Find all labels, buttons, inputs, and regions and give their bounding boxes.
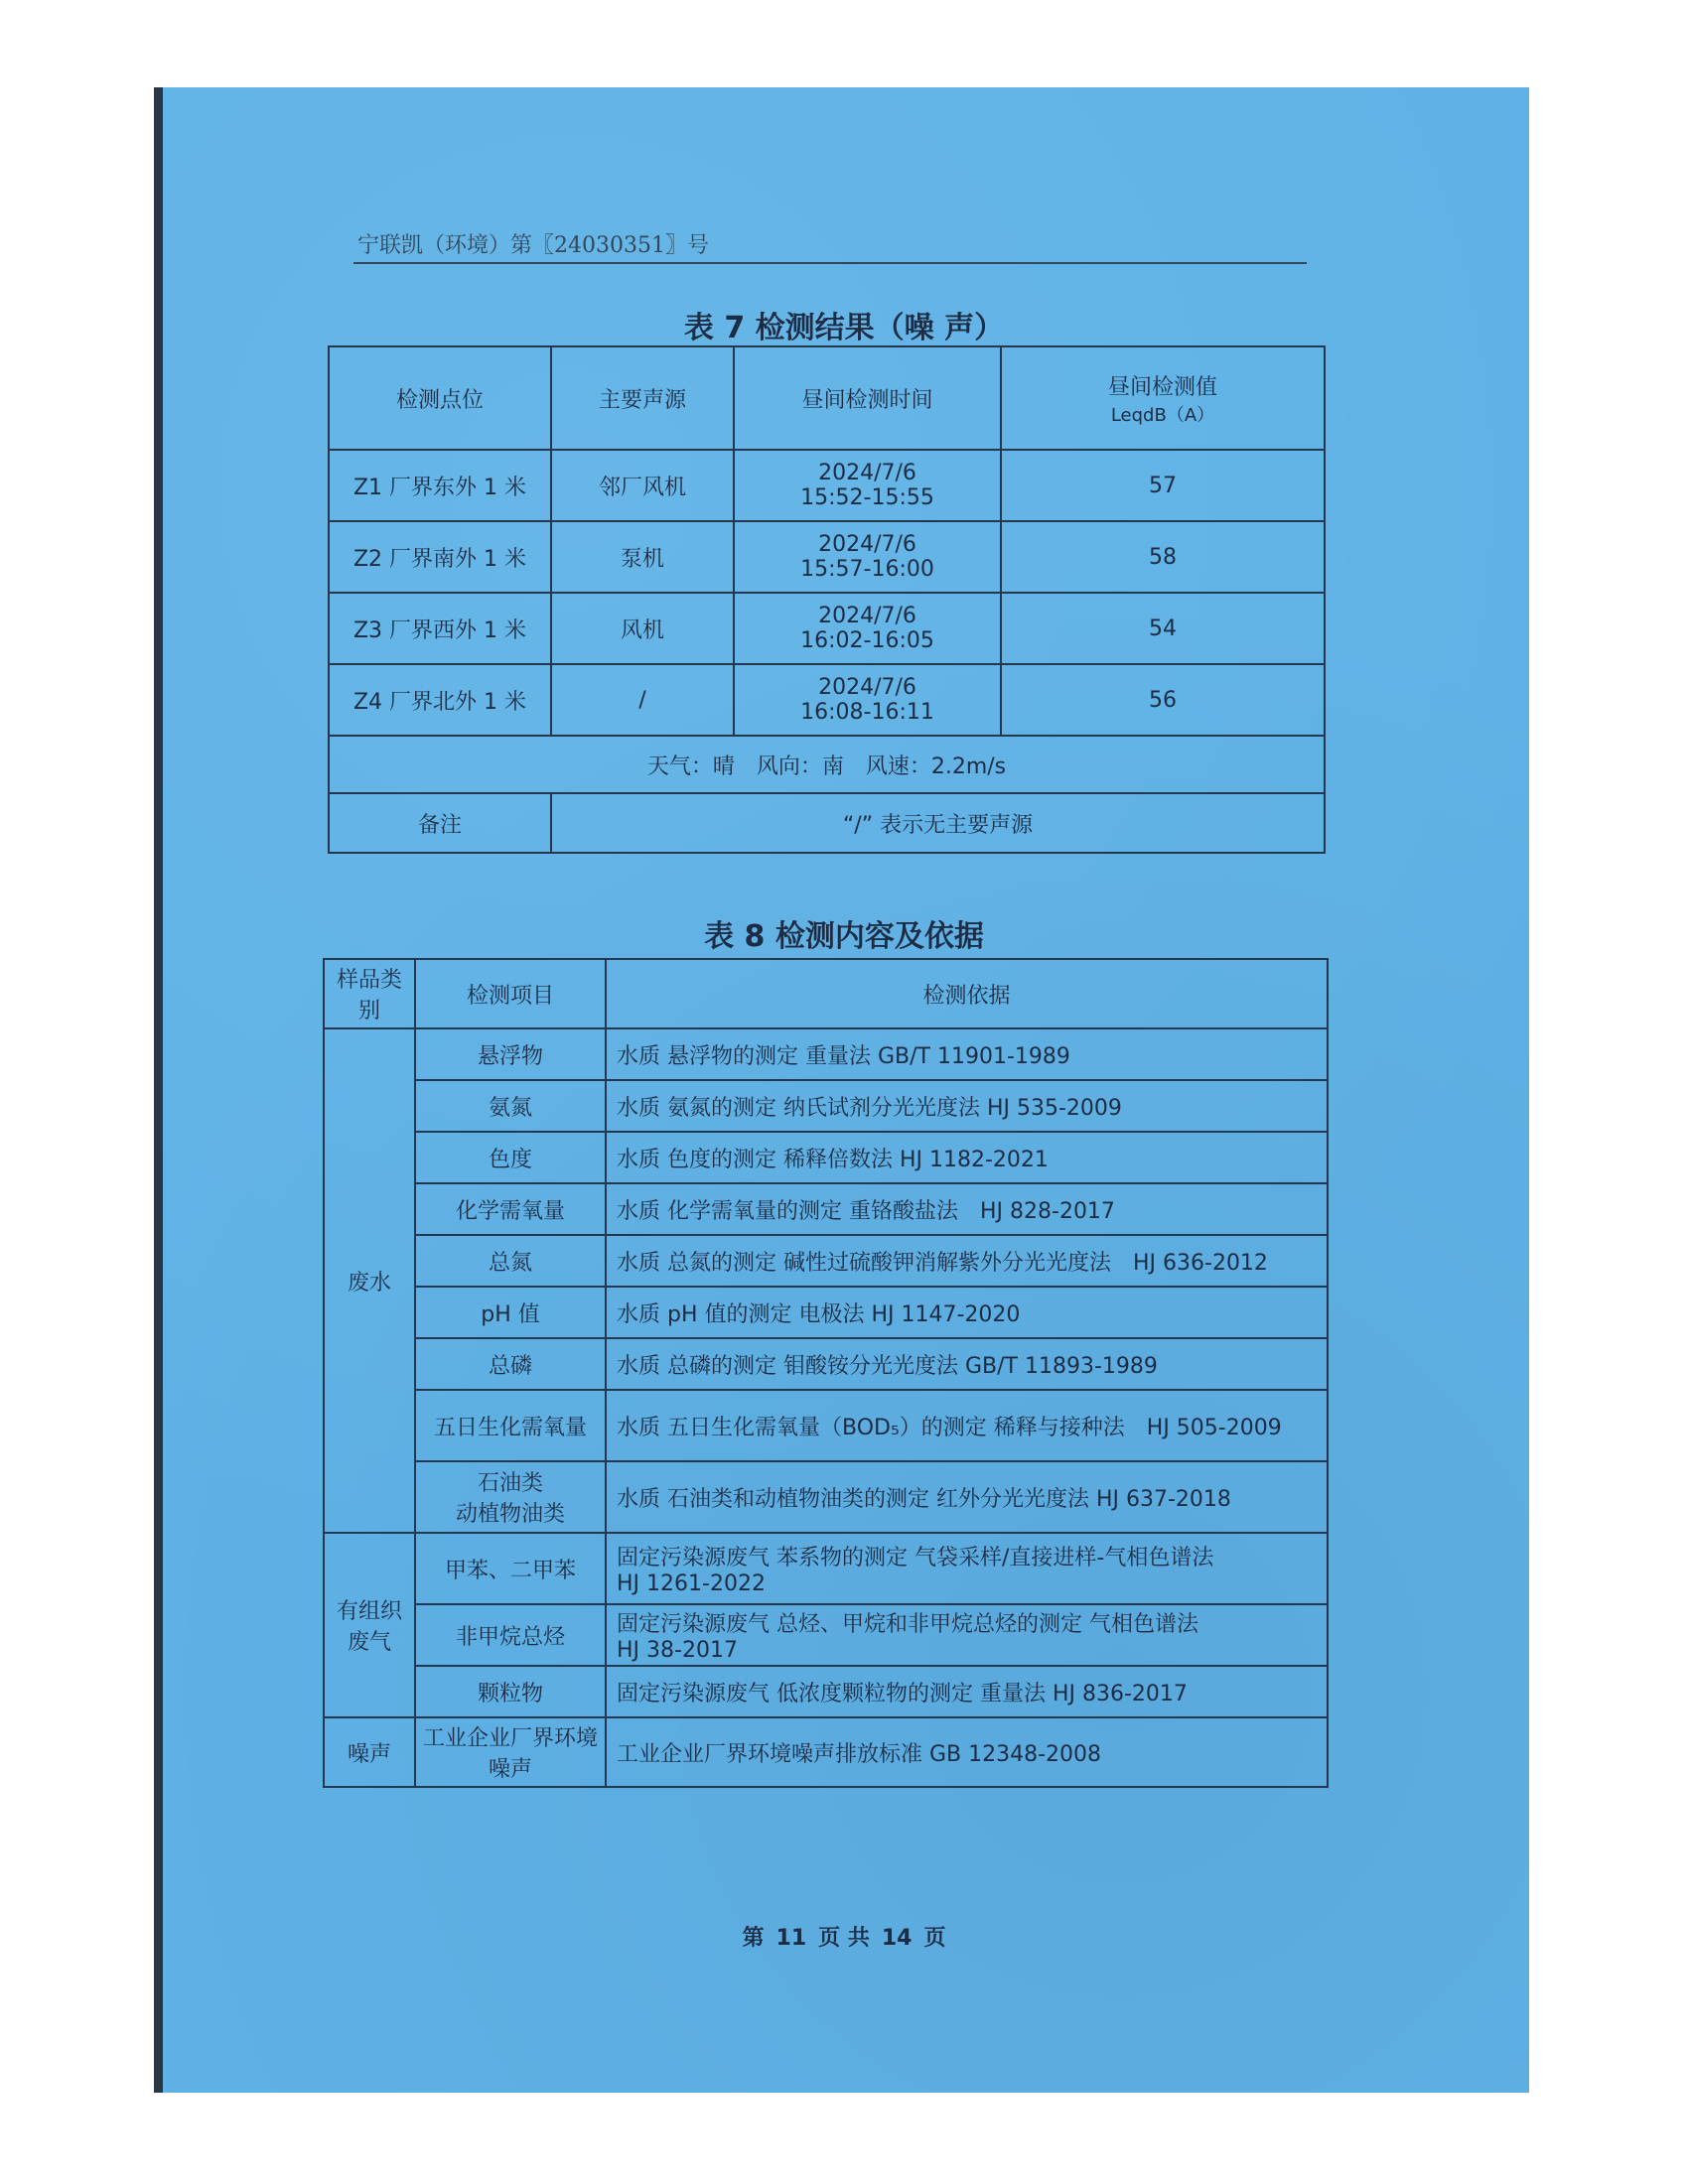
cell-date: 2024/7/6	[818, 675, 916, 700]
item-cell: 氨氮	[415, 1080, 606, 1132]
cell-date: 2024/7/6	[818, 532, 916, 557]
item-cell: pH 值	[415, 1287, 606, 1338]
table-row	[324, 1080, 1328, 1132]
basis-cell: 工业企业厂界环境噪声排放标准 GB 12348-2008	[606, 1717, 1328, 1787]
basis-cell: 水质 总氮的测定 碱性过硫酸钾消解紫外分光光度法 HJ 636-2012	[606, 1235, 1328, 1287]
table-row	[324, 1533, 1328, 1604]
cell-time-range: 15:57-16:00	[800, 557, 934, 582]
method-basis-table	[323, 958, 1329, 1788]
cell-time	[734, 593, 1001, 664]
col-header-value-label: 昼间检测值	[1107, 374, 1217, 400]
col-header-item: 检测项目	[415, 959, 606, 1028]
table-row	[324, 1338, 1328, 1390]
page-label-1: 第	[742, 1926, 765, 1951]
cell-value: 56	[1001, 664, 1325, 736]
col-header-basis: 检测依据	[606, 959, 1328, 1028]
page-number: 11	[775, 1926, 807, 1951]
col-header-value	[1001, 346, 1325, 450]
cell-point: Z1 厂界东外 1 米	[329, 450, 551, 521]
basis-cell: 水质 石油类和动植物油类的测定 红外分光光度法 HJ 637-2018	[606, 1461, 1328, 1533]
col-header-source: 主要声源	[551, 346, 734, 450]
basis-cell: 水质 五日生化需氧量（BOD₅）的测定 稀释与接种法 HJ 505-2009	[606, 1390, 1328, 1461]
table-row	[324, 1028, 1328, 1080]
page-label-2: 页 共	[818, 1926, 870, 1951]
item-cell: 甲苯、二甲苯	[415, 1533, 606, 1604]
cell-time-range: 16:02-16:05	[800, 628, 934, 653]
cell-date: 2024/7/6	[818, 461, 916, 485]
basis-cell: 水质 氨氮的测定 纳氏试剂分光光度法 HJ 535-2009	[606, 1080, 1328, 1132]
table-row	[324, 1132, 1328, 1183]
cell-source: 邻厂风机	[551, 450, 734, 521]
item-cell: 工业企业厂界环境噪声	[415, 1717, 606, 1787]
cell-time-range: 16:08-16:11	[800, 700, 934, 725]
basis-cell: 水质 pH 值的测定 电极法 HJ 1147-2020	[606, 1287, 1328, 1338]
cell-source: 风机	[551, 593, 734, 664]
table-row	[324, 1390, 1328, 1461]
table7-caption: 表 7 检测结果（噪 声）	[683, 311, 1005, 345]
col-header-value-unit: LeqdB（A）	[1110, 404, 1215, 426]
cell-point: Z3 厂界西外 1 米	[329, 593, 551, 664]
table-row	[329, 521, 1325, 593]
cell-source: /	[551, 664, 734, 736]
item-cell: 化学需氧量	[415, 1183, 606, 1235]
cell-time	[734, 664, 1001, 736]
noise-result-table	[328, 345, 1326, 854]
col-header-time: 昼间检测时间	[734, 346, 1001, 450]
table-row	[324, 1461, 1328, 1533]
weather-row	[329, 736, 1325, 793]
report-number: 宁联凯（环境）第〖24030351〗号	[357, 233, 709, 258]
category-cell: 废水	[324, 1028, 415, 1533]
basis-cell: 固定污染源废气 苯系物的测定 气袋采样/直接进样-气相色谱法 HJ 1261-2022	[606, 1533, 1328, 1604]
basis-cell: 水质 总磷的测定 钼酸铵分光光度法 GB/T 11893-1989	[606, 1338, 1328, 1390]
cell-source: 泵机	[551, 521, 734, 593]
basis-cell: 水质 悬浮物的测定 重量法 GB/T 11901-1989	[606, 1028, 1328, 1080]
cell-value: 54	[1001, 593, 1325, 664]
cell-point: Z4 厂界北外 1 米	[329, 664, 551, 736]
page-label-3: 页	[923, 1926, 946, 1951]
basis-cell: 水质 色度的测定 稀释倍数法 HJ 1182-2021	[606, 1132, 1328, 1183]
table-row	[324, 1666, 1328, 1717]
cell-time-range: 15:52-15:55	[800, 485, 934, 510]
cell-time	[734, 450, 1001, 521]
cell-date: 2024/7/6	[818, 604, 916, 628]
table-row	[324, 1235, 1328, 1287]
item-cell: 悬浮物	[415, 1028, 606, 1080]
cell-point: Z2 厂界南外 1 米	[329, 521, 551, 593]
item-cell: 总磷	[415, 1338, 606, 1390]
table-row	[329, 450, 1325, 521]
table8-caption: 表 8 检测内容及依据	[704, 919, 984, 954]
cell-value: 58	[1001, 521, 1325, 593]
basis-cell: 固定污染源废气 低浓度颗粒物的测定 重量法 HJ 836-2017	[606, 1666, 1328, 1717]
item-cell: 石油类 动植物油类	[415, 1461, 606, 1533]
basis-cell: 水质 化学需氧量的测定 重铬酸盐法 HJ 828-2017	[606, 1183, 1328, 1235]
remark-text: “/” 表示无主要声源	[551, 793, 1325, 853]
remark-row	[329, 793, 1325, 853]
item-cell: 总氮	[415, 1235, 606, 1287]
weather-text: 天气：晴 风向：南 风速：2.2m/s	[329, 736, 1325, 793]
item-cell: 五日生化需氧量	[415, 1390, 606, 1461]
item-cell: 色度	[415, 1132, 606, 1183]
table-row	[329, 664, 1325, 736]
cell-value: 57	[1001, 450, 1325, 521]
page-total: 14	[881, 1926, 913, 1951]
col-header-category: 样品类别	[324, 959, 415, 1028]
table-row	[324, 1604, 1328, 1666]
header-rule	[353, 262, 1307, 264]
basis-cell: 固定污染源废气 总烃、甲烷和非甲烷总烃的测定 气相色谱法 HJ 38-2017	[606, 1604, 1328, 1666]
table-row	[329, 593, 1325, 664]
table-row	[324, 1287, 1328, 1338]
remark-label: 备注	[329, 793, 551, 853]
item-cell: 颗粒物	[415, 1666, 606, 1717]
table-row	[324, 1183, 1328, 1235]
cell-time	[734, 521, 1001, 593]
col-header-point: 检测点位	[329, 346, 551, 450]
page-footer	[0, 1921, 1688, 1952]
category-cell: 噪声	[324, 1717, 415, 1787]
item-cell: 非甲烷总烃	[415, 1604, 606, 1666]
category-cell: 有组织废气	[324, 1533, 415, 1717]
table-row	[324, 1717, 1328, 1787]
